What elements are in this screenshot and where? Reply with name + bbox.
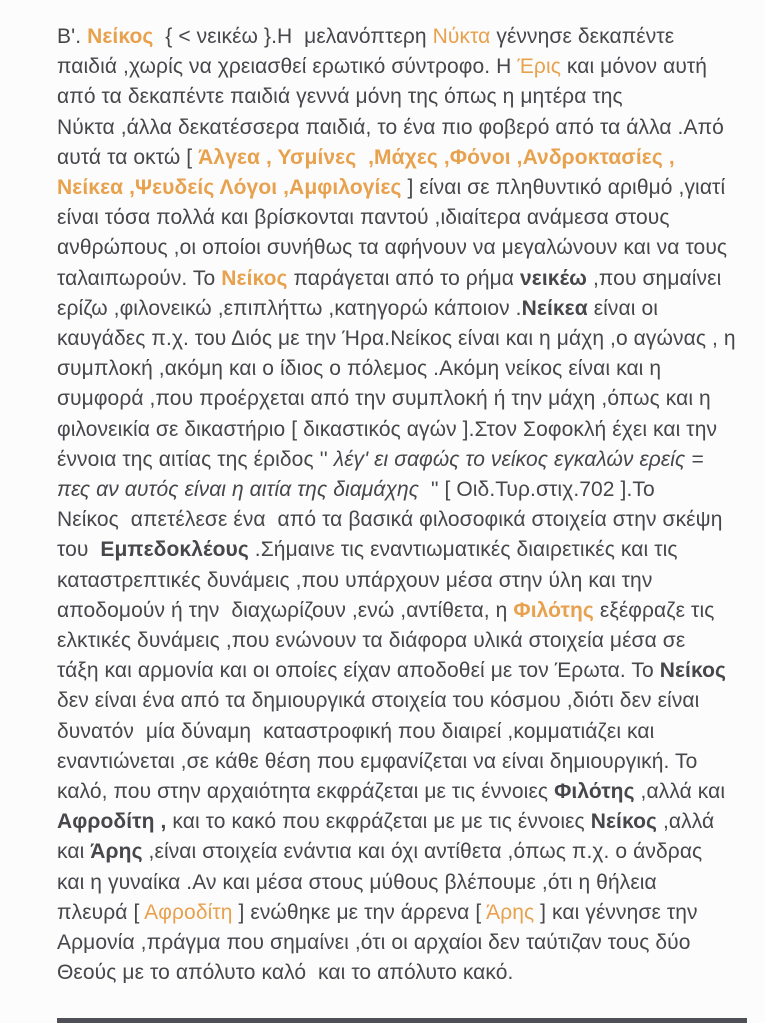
text-segment: ] ενώθηκε με την άρρενα [ <box>232 900 487 924</box>
text-segment: ,αλλά και <box>634 780 726 804</box>
text-line <box>57 898 757 928</box>
text-segment: Εμπεδοκλέους <box>100 538 249 562</box>
text-segment: Αρμονία ,πράγμα που σημαίνει ,ότι οι αρχαίοι δεν ταύτιζαν τους δύο <box>57 931 691 955</box>
text-segment: συμπλοκή ,ακόμη και ο ίδιος ο πόλεμος .Ακόμη νείκος είναι και η <box>57 357 662 381</box>
text-line <box>57 686 757 716</box>
text-line <box>57 264 757 294</box>
text-segment: αποδομούν ή την διαχωρίζουν ,ενώ ,αντίθετα, η <box>57 598 514 622</box>
text-segment: ,αλλά <box>657 810 715 834</box>
text-segment: καλό, που στην αρχαιότητα εκφράζεται με τις έννοιες <box>57 780 555 804</box>
text-segment: είναι τόσα πολλά και βρίσκονται παντού ,ιδιαίτερα ανάμεσα στους <box>57 206 670 230</box>
text-segment: νεικέω <box>520 266 588 290</box>
text-segment: Νείκος <box>590 810 658 834</box>
text-segment: ανθρώπους ,οι οποίοι συνήθως τα αφήνουν να μεγαλώνουν και να τους <box>57 236 728 260</box>
text-segment: δυνατόν μία δύναμη καταστροφική που διαιρεί ,κομματιάζει και <box>57 719 655 743</box>
text-line <box>57 203 757 233</box>
text-line <box>57 52 757 82</box>
text-segment: Νείκος <box>659 659 727 683</box>
text-segment: αυτά τα οκτώ [ <box>57 145 199 169</box>
text-line <box>57 837 757 867</box>
text-segment: ελκτικές δυνάμεις ,που ενώνουν τα διάφορα υλικά στοιχεία μέσα σε <box>57 629 686 653</box>
text-segment: Θεούς με το απόλυτο καλό και το απόλυτο κακό. <box>57 961 514 985</box>
text-line <box>57 868 757 898</box>
text-segment: Νύκτα <box>432 25 491 48</box>
text-segment: είναι οι <box>587 296 659 320</box>
text-line <box>57 113 757 143</box>
text-segment: Νείκος <box>87 25 154 48</box>
text-line <box>57 807 757 837</box>
text-segment: Νείκεα ,Ψευδείς Λόγοι ,Αμφιλογίες <box>57 176 402 200</box>
text-segment: ,που σημαίνει <box>587 266 722 290</box>
text-line <box>57 294 757 324</box>
text-segment: τάξη και αρμονία και οι οποίες είχαν αποδοθεί με τον Έρωτα. Το <box>57 659 660 683</box>
text-line <box>57 505 757 535</box>
paragraph <box>57 22 757 989</box>
text-line <box>57 324 757 354</box>
text-line <box>57 173 757 203</box>
text-segment: ] είναι σε πληθυντικό αριθμό ,γιατί <box>401 176 726 200</box>
text-segment: ,είναι στοιχεία ενάντια και όχι αντίθετα ,όπως π.χ. ο άνδρας <box>142 840 703 864</box>
text-segment: Β'. <box>57 25 88 48</box>
text-segment: φιλονεικία σε δικαστήριο [ δικαστικός αγών ].Στον Σοφοκλή έχει και την <box>57 417 718 441</box>
text-line <box>57 626 757 656</box>
text-line <box>57 717 757 747</box>
text-line <box>57 958 757 988</box>
text-segment: παιδιά ,χωρίς να χρειασθεί ερωτικό σύντροφο. Η <box>57 55 518 79</box>
text-segment: και <box>57 840 91 864</box>
text-segment: καταστρεπτικές δυνάμεις ,που υπάρχουν μέσα στην ύλη και την <box>57 568 653 592</box>
text-line <box>57 535 757 565</box>
text-segment: Φιλότης <box>513 598 594 622</box>
text-line <box>57 354 757 384</box>
text-line <box>57 82 757 112</box>
text-segment: λέγ' ει σαφώς το νείκος εγκαλών ερείς = <box>333 447 704 471</box>
text-segment: Νείκος <box>221 266 288 290</box>
text-segment: και η γυναίκα .Αν και μέσα στους μύθους βλέπουμε ,ότι η θήλεια <box>57 870 657 894</box>
text-segment: συμφορά ,που προέρχεται από την συμπλοκή ή την μάχη ,όπως και η <box>57 387 711 411</box>
text-line <box>57 22 757 52</box>
text-segment: του <box>57 538 101 562</box>
text-segment: έννοια της αιτίας της έριδος '' <box>57 447 334 471</box>
text-line <box>57 143 757 173</box>
text-segment: Φιλότης <box>554 780 635 804</box>
text-segment: ] και γέννησε την <box>534 900 698 924</box>
text-line <box>57 656 757 686</box>
text-line <box>57 777 757 807</box>
text-line <box>57 596 757 626</box>
text-segment: Νείκος απετέλεσε ένα από τα βασικά φιλοσοφικά στοιχεία στην σκέψη <box>57 508 723 532</box>
text-segment: παράγεται από το ρήμα <box>287 266 520 290</box>
text-line <box>57 475 757 505</box>
text-line <box>57 384 757 414</box>
text-line <box>57 233 757 263</box>
text-line <box>57 928 757 958</box>
text-line <box>57 445 757 475</box>
text-segment: ερίζω ,φιλονεικώ ,επιπλήττω ,κατηγορώ κάποιον . <box>57 296 522 320</box>
text-segment: γέννησε δεκαπέντε <box>490 25 675 48</box>
text-segment: εναντιώνεται ,σε κάθε θέση που εμφανίζεται να είναι δημιουργική. Το <box>57 749 698 773</box>
scan-edge-artifact <box>57 1018 747 1023</box>
text-segment: ταλαιπωρούν. Το <box>57 266 222 290</box>
text-segment: από τα δεκαπέντε παιδιά γεννά μόνη της όπως η μητέρα της <box>57 85 623 109</box>
text-segment: καυγάδες π.χ. του Διός με την Ήρα.Νείκος είναι και η μάχη ,ο αγώνας , η <box>57 327 736 351</box>
text-line <box>57 415 757 445</box>
text-segment: και το κακό που εκφράζεται με με τις έννοιες <box>166 810 591 834</box>
text-segment: Άρης <box>486 900 535 924</box>
text-segment: { < νεικέω }.Η μελανόπτερη <box>153 25 433 48</box>
text-segment: Νύκτα ,άλλα δεκατέσσερα παιδιά, το ένα πιο φοβερό από τα άλλα .Από <box>57 115 724 139</box>
text-segment: εξέφραζε τις <box>593 598 715 622</box>
text-segment: " [ Οιδ.Τυρ.στιχ.702 ].Το <box>431 478 655 502</box>
text-segment: .Σήμαινε τις εναντιωματικές διαιρετικές και τις <box>248 538 678 562</box>
text-line <box>57 566 757 596</box>
text-line <box>57 747 757 777</box>
text-segment: Άρης <box>90 840 143 864</box>
text-segment: και μόνον αυτή <box>560 55 708 79</box>
text-segment: πες αν αυτός είναι η αιτία της διαμάχης <box>57 478 431 502</box>
text-segment: πλευρά [ <box>57 900 145 924</box>
text-segment: Αφροδίτη <box>144 900 233 924</box>
text-segment: Νείκεα <box>521 296 588 320</box>
text-segment: Αφροδίτη , <box>57 810 167 834</box>
text-segment: Έρις <box>517 55 561 79</box>
text-segment: δεν είναι ένα από τα δημιουργικά στοιχεία του κόσμου ,διότι δεν είναι <box>57 689 700 713</box>
text-segment: Άλγεα , Υσμίνες ,Μάχες ,Φόνοι ,Ανδροκτασίες , <box>198 145 675 169</box>
